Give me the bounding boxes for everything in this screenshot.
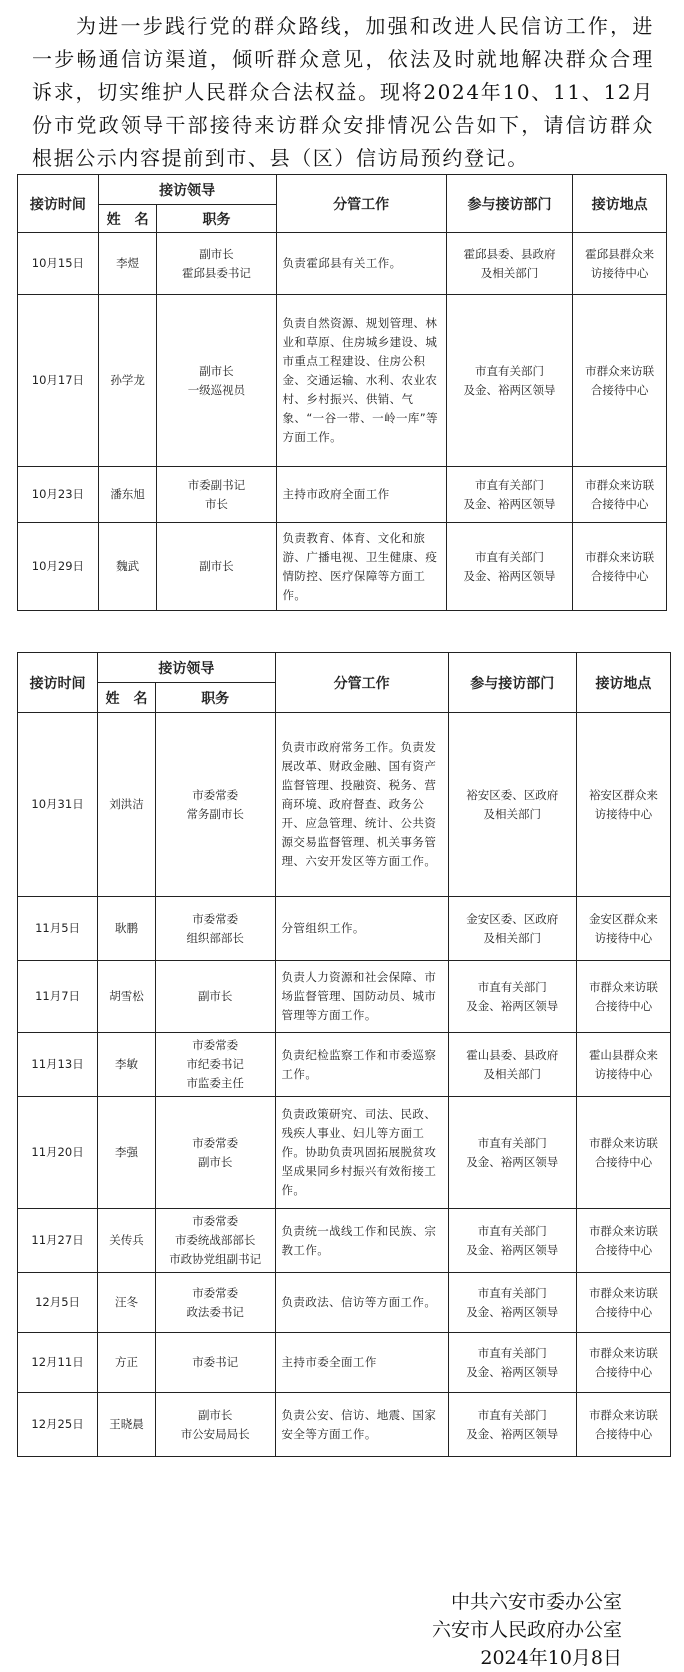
- header-leader: 接访领导: [98, 653, 275, 683]
- duty-cell: 负责统一战线工作和民族、宗教工作。: [275, 1209, 448, 1273]
- table-row: [18, 1273, 671, 1333]
- date-cell: 11月20日: [18, 1097, 98, 1209]
- date-cell: 10月23日: [18, 467, 99, 523]
- dept-cell: 市直有关部门 及金、裕两区领导: [448, 1393, 576, 1457]
- name-cell: 胡雪松: [98, 961, 156, 1033]
- position-cell: 市委常委 副市长: [155, 1097, 275, 1209]
- place-cell: 霍邱县群众来 访接待中心: [573, 233, 667, 295]
- signature-date: 2024年10月8日: [480, 1647, 622, 1669]
- header-duty: 分管工作: [275, 653, 448, 713]
- header-duty: 分管工作: [276, 175, 446, 233]
- duty-cell: 负责市政府常务工作。负责发展改革、财政金融、国有资产监督管理、投融资、税务、营商环境、政府督查、政务公开、应急管理、统计、公共资源交易监督管理、机关事务管理、六安开发区等方面工作。: [275, 713, 448, 897]
- schedule-table-2: [17, 652, 671, 1457]
- date-cell: 11月13日: [18, 1033, 98, 1097]
- place-cell: 裕安区群众来 访接待中心: [576, 713, 670, 897]
- header-time: 接访时间: [18, 653, 98, 713]
- table-row: [18, 1393, 671, 1457]
- duty-cell: 主持市政府全面工作: [276, 467, 446, 523]
- position-cell: 市委常委 市纪委书记 市监委主任: [155, 1033, 275, 1097]
- name-cell: 汪冬: [98, 1273, 156, 1333]
- dept-cell: 市直有关部门 及金、裕两区领导: [446, 467, 573, 523]
- name-cell: 李强: [98, 1097, 156, 1209]
- duty-cell: 分管组织工作。: [275, 897, 448, 961]
- name-cell: 刘洪洁: [98, 713, 156, 897]
- place-cell: 金安区群众来 访接待中心: [576, 897, 670, 961]
- table-row: [18, 1333, 671, 1393]
- table-row: [18, 897, 671, 961]
- header-place: 接访地点: [573, 175, 667, 233]
- header-name: 姓 名: [98, 205, 157, 233]
- position-cell: 副市长 霍邱县委书记: [157, 233, 276, 295]
- name-cell: 王晓晨: [98, 1393, 156, 1457]
- date-cell: 10月29日: [18, 523, 99, 611]
- name-cell: 耿鹏: [98, 897, 156, 961]
- place-cell: 市群众来访联 合接待中心: [576, 1097, 670, 1209]
- name-cell: 关传兵: [98, 1209, 156, 1273]
- dept-cell: 金安区委、区政府 及相关部门: [448, 897, 576, 961]
- table-row: [18, 1209, 671, 1273]
- intro-paragraph: 为进一步践行党的群众路线，加强和改进人民信访工作，进一步畅通信访渠道，倾听群众意见，依法及时就地解决群众合理诉求，切实维护人民群众合法权益。现将2024年10、11、12月份市党政领导干部接待来访群众安排情况公告如下，请信访群众根据公示内容提前到市、县（区）信访局预约登记。: [32, 14, 654, 170]
- position-cell: 副市长 一级巡视员: [157, 295, 276, 467]
- position-cell: 副市长: [155, 961, 275, 1033]
- name-cell: 魏武: [98, 523, 157, 611]
- header-time: 接访时间: [18, 175, 99, 233]
- place-cell: 市群众来访联 合接待中心: [573, 295, 667, 467]
- table-row: [18, 961, 671, 1033]
- position-cell: 市委副书记 市长: [157, 467, 276, 523]
- dept-cell: 市直有关部门 及金、裕两区领导: [448, 1209, 576, 1273]
- table-row: [18, 523, 667, 611]
- name-cell: 李煜: [98, 233, 157, 295]
- date-cell: 11月27日: [18, 1209, 98, 1273]
- duty-cell: 负责人力资源和社会保障、市场监督管理、国防动员、城市管理等方面工作。: [275, 961, 448, 1033]
- name-cell: 李敏: [98, 1033, 156, 1097]
- name-cell: 孙学龙: [98, 295, 157, 467]
- place-cell: 市群众来访联 合接待中心: [573, 467, 667, 523]
- table-row: [18, 713, 671, 897]
- date-cell: 10月15日: [18, 233, 99, 295]
- dept-cell: 市直有关部门 及金、裕两区领导: [446, 523, 573, 611]
- position-cell: 副市长 市公安局局长: [155, 1393, 275, 1457]
- dept-cell: 市直有关部门 及金、裕两区领导: [448, 961, 576, 1033]
- place-cell: 市群众来访联 合接待中心: [576, 1209, 670, 1273]
- position-cell: 市委书记: [155, 1333, 275, 1393]
- date-cell: 11月7日: [18, 961, 98, 1033]
- place-cell: 市群众来访联 合接待中心: [576, 1393, 670, 1457]
- place-cell: 市群众来访联 合接待中心: [576, 1273, 670, 1333]
- table-row: [18, 1097, 671, 1209]
- duty-cell: 负责霍邱县有关工作。: [276, 233, 446, 295]
- place-cell: 市群众来访联 合接待中心: [576, 1333, 670, 1393]
- dept-cell: 裕安区委、区政府 及相关部门: [448, 713, 576, 897]
- position-cell: 市委常委 政法委书记: [155, 1273, 275, 1333]
- date-cell: 12月25日: [18, 1393, 98, 1457]
- dept-cell: 市直有关部门 及金、裕两区领导: [448, 1097, 576, 1209]
- schedule-table-1: [17, 174, 667, 611]
- place-cell: 霍山县群众来 访接待中心: [576, 1033, 670, 1097]
- place-cell: 市群众来访联 合接待中心: [576, 961, 670, 1033]
- duty-cell: 主持市委全面工作: [275, 1333, 448, 1393]
- header-position: 职务: [157, 205, 276, 233]
- duty-cell: 负责公安、信访、地震、国家安全等方面工作。: [275, 1393, 448, 1457]
- header-place: 接访地点: [576, 653, 670, 713]
- duty-cell: 负责自然资源、规划管理、林业和草原、住房城乡建设、城市重点工程建设、住房公积金、交通运输、水利、农业农村、乡村振兴、供销、气象、“一谷一带、一岭一库”等方面工作。: [276, 295, 446, 467]
- table-row: [18, 295, 667, 467]
- table-row: [18, 233, 667, 295]
- dept-cell: 市直有关部门 及金、裕两区领导: [448, 1333, 576, 1393]
- date-cell: 10月31日: [18, 713, 98, 897]
- dept-cell: 市直有关部门 及金、裕两区领导: [448, 1273, 576, 1333]
- name-cell: 潘东旭: [98, 467, 157, 523]
- position-cell: 市委常委 组织部部长: [155, 897, 275, 961]
- dept-cell: 市直有关部门 及金、裕两区领导: [446, 295, 573, 467]
- table-row: [18, 467, 667, 523]
- duty-cell: 负责政法、信访等方面工作。: [275, 1273, 448, 1333]
- date-cell: 12月5日: [18, 1273, 98, 1333]
- header-dept: 参与接访部门: [446, 175, 573, 233]
- header-position: 职务: [155, 683, 275, 713]
- date-cell: 12月11日: [18, 1333, 98, 1393]
- date-cell: 11月5日: [18, 897, 98, 961]
- dept-cell: 霍邱县委、县政府 及相关部门: [446, 233, 573, 295]
- signature-org-government: 六安市人民政府办公室: [431, 1619, 622, 1641]
- name-cell: 方正: [98, 1333, 156, 1393]
- header-dept: 参与接访部门: [448, 653, 576, 713]
- table-row: [18, 1033, 671, 1097]
- dept-cell: 霍山县委、县政府 及相关部门: [448, 1033, 576, 1097]
- duty-cell: 负责政策研究、司法、民政、残疾人事业、妇儿等方面工作。协助负责巩固拓展脱贫攻坚成果同乡村振兴有效衔接工作。: [275, 1097, 448, 1209]
- header-name: 姓 名: [98, 683, 156, 713]
- signature-org-committee: 中共六安市委办公室: [450, 1591, 622, 1613]
- position-cell: 市委常委 常务副市长: [155, 713, 275, 897]
- header-leader: 接访领导: [98, 175, 276, 205]
- position-cell: 市委常委 市委统战部部长 市政协党组副书记: [155, 1209, 275, 1273]
- date-cell: 10月17日: [18, 295, 99, 467]
- duty-cell: 负责教育、体育、文化和旅游、广播电视、卫生健康、疫情防控、医疗保障等方面工作。: [276, 523, 446, 611]
- duty-cell: 负责纪检监察工作和市委巡察工作。: [275, 1033, 448, 1097]
- place-cell: 市群众来访联 合接待中心: [573, 523, 667, 611]
- position-cell: 副市长: [157, 523, 276, 611]
